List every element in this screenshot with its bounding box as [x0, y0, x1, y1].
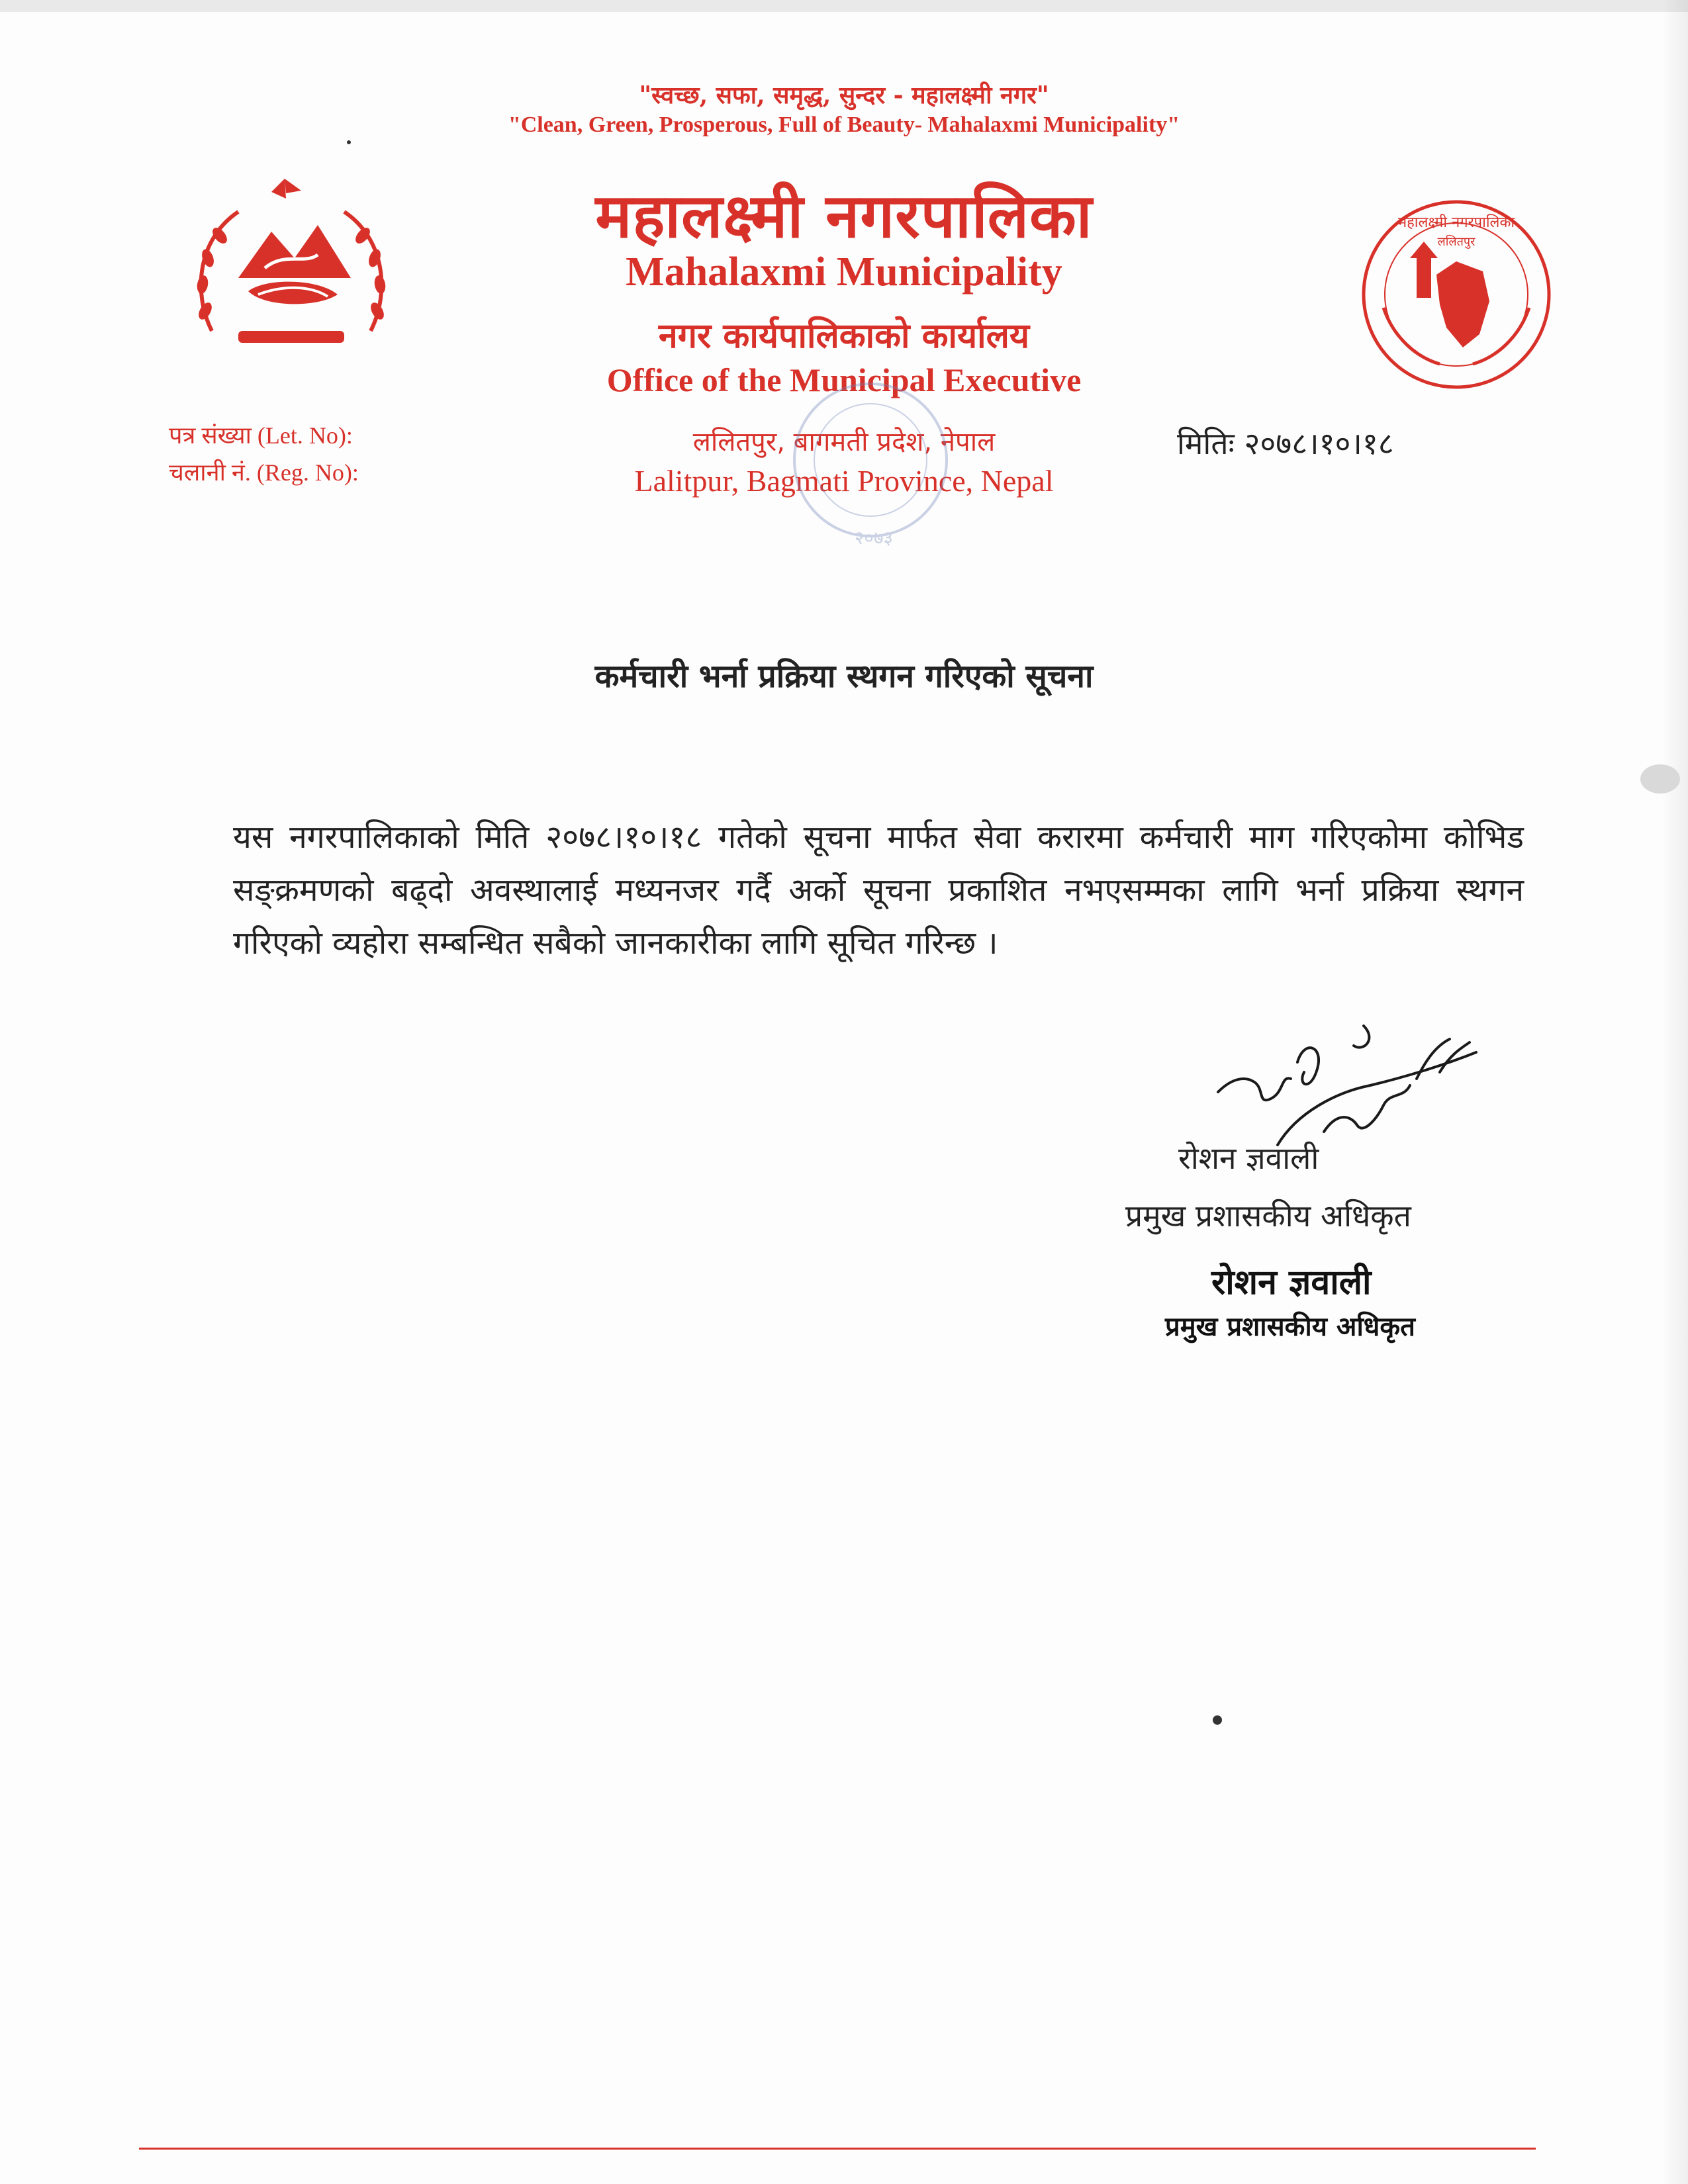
handwritten-signature-icon — [1205, 999, 1483, 1158]
address-english: Lalitpur, Bagmati Province, Nepal — [634, 464, 1054, 498]
stamp-year-text: २०७३ — [854, 527, 894, 549]
stamp-signatory-name: रोशन ज्ञवाली — [1211, 1263, 1372, 1302]
scan-speck — [347, 140, 351, 144]
address-nepali: ललितपुर, बागमती प्रदेश, नेपाल — [692, 427, 996, 457]
seal-title-text: महालक्ष्मी नगरपालिका — [1397, 214, 1515, 231]
office-title-english: Office of the Municipal Executive — [606, 361, 1082, 398]
notice-body: यस नगरपालिकाको मिति २०७८।१०।१८ गतेको सूचना मार्फत सेवा करारमा कर्मचारी माग गरिएकोमा कोभिड सङ्क्रमणको बढ्दो अवस्थालाई मध्यनजर गर्दै अर्को सूचना प्रकाशित नभएसम्मका लागि भर्ना प्रक्रिया स्थगन गरिएको व्यहोरा सम्बन्धित सबैको जानकारीका लागि सूचित गरिन्छ । — [233, 819, 1524, 962]
signatory-title: प्रमुख प्रशासकीय अधिकृत — [1125, 1198, 1411, 1234]
footer-rule — [139, 2148, 1536, 2150]
letter-number-label: पत्र संख्या (Let. No): — [169, 422, 353, 449]
signatory-name: रोशन ज्ञवाली — [1178, 1140, 1319, 1176]
scan-hole-shadow — [1640, 764, 1680, 794]
scan-top-edge — [0, 0, 1688, 12]
stamp-signatory-title: प्रमुख प्रशासकीय अधिकृत — [1165, 1312, 1415, 1342]
seal-subtitle-text: ललितपुर — [1437, 235, 1476, 249]
office-title-nepali: नगर कार्यपालिकाको कार्यालय — [658, 316, 1030, 356]
registration-number-label: चलानी नं. (Reg. No): — [169, 459, 359, 486]
motto-english: "Clean, Green, Prosperous, Full of Beauty- Mahalaxmi Municipality" — [508, 113, 1180, 137]
letter-date: मितिः २०७८।१०।१८ — [1177, 426, 1394, 461]
notice-subject: कर्मचारी भर्ना प्रक्रिया स्थगन गरिएको सूचना — [594, 658, 1094, 695]
motto-nepali: "स्वच्छ, सफा, समृद्ध, सुन्दर - महालक्ष्मी नगर" — [639, 81, 1049, 109]
nepal-emblem-icon — [185, 179, 397, 377]
municipality-title-nepali: महालक्ष्मी नगरपालिका — [595, 181, 1093, 251]
municipality-title-english: Mahalaxmi Municipality — [626, 250, 1062, 295]
faint-office-stamp-icon — [781, 371, 960, 556]
scan-speck — [1213, 1715, 1222, 1725]
mahalaxmi-municipality-seal-icon — [1357, 195, 1556, 394]
